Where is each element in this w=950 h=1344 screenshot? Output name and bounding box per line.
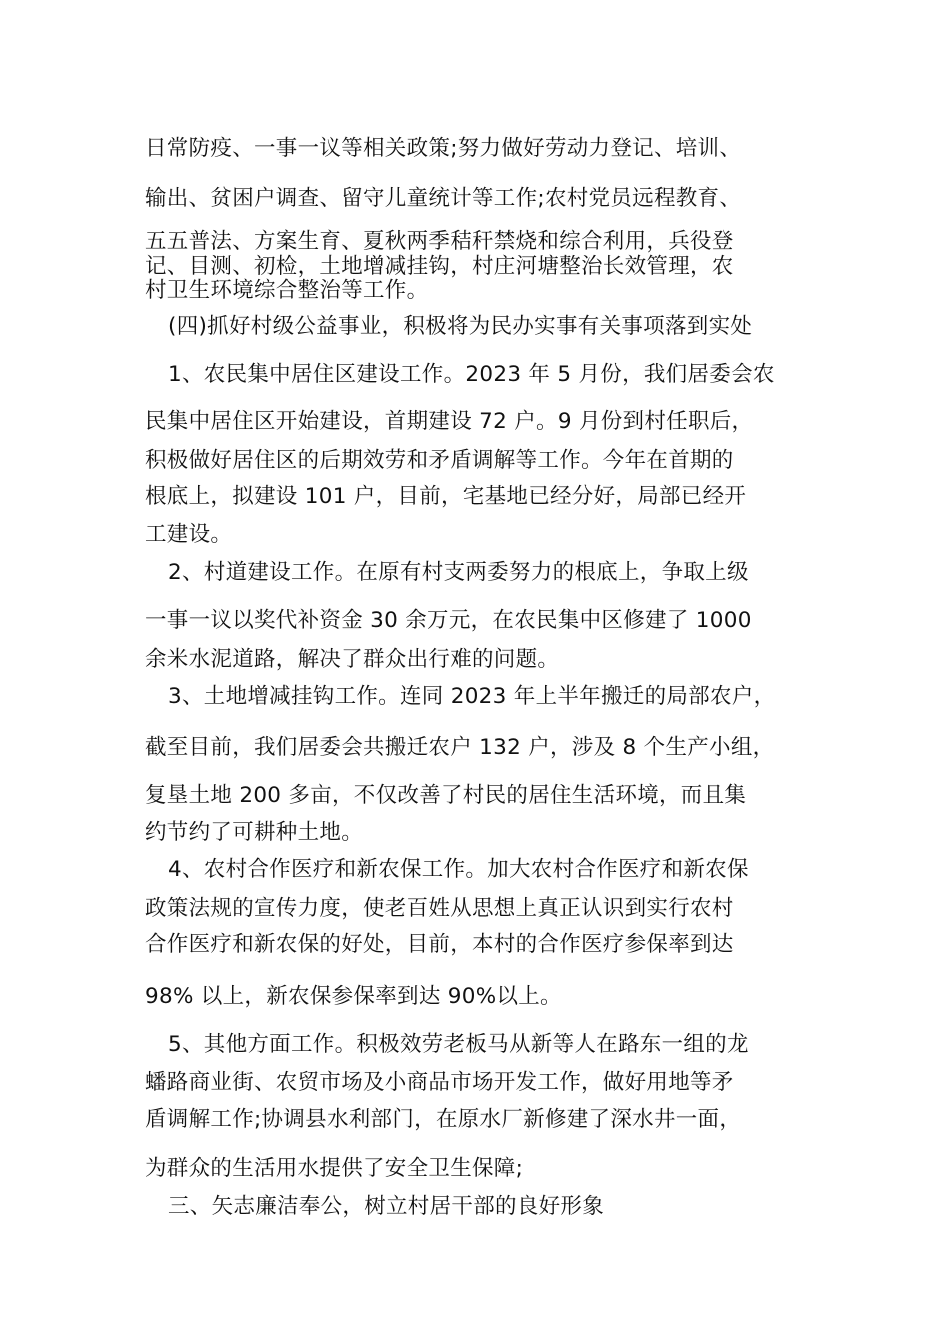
text-line: 1、农民集中居住区建设工作。2023 年 5 月份，我们居委会农 [168, 362, 775, 387]
text-line: 记、目测、初检，土地增减挂钩，村庄河塘整治长效管理，农 [145, 254, 734, 279]
text-line: 4、农村合作医疗和新农保工作。加大农村合作医疗和新农保 [168, 857, 749, 882]
text-line: 一事一议以奖代补资金 30 余万元，在农民集中区修建了 1000 [145, 608, 752, 633]
section-heading: 三、矢志廉洁奉公，树立村居干部的良好形象 [168, 1194, 605, 1219]
text-line: 五五普法、方案生育、夏秋两季秸秆禁烧和综合利用，兵役登 [145, 229, 734, 254]
text-line: 盾调解工作;协调县水利部门，在原水厂新修建了深水井一面， [145, 1107, 742, 1132]
text-line: 5、其他方面工作。积极效劳老板马从新等人在路东一组的龙 [168, 1032, 749, 1057]
text-line: 98% 以上，新农保参保率到达 90%以上。 [145, 984, 562, 1009]
section-heading: (四)抓好村级公益事业，积极将为民办实事有关事项落到实处 [168, 314, 753, 339]
text-line: 复垦土地 200 多亩，不仅改善了村民的居住生活环境，而且集 [145, 783, 747, 808]
text-line: 日常防疫、一事一议等相关政策;努力做好劳动力登记、培训、 [145, 136, 742, 161]
text-line: 合作医疗和新农保的好处，目前，本村的合作医疗参保率到达 [145, 932, 734, 957]
text-line: 为群众的生活用水提供了安全卫生保障; [145, 1156, 524, 1181]
text-line: 截至目前，我们居委会共搬迁农户 132 户，涉及 8 个生产小组， [145, 735, 775, 760]
text-line: 政策法规的宣传力度，使老百姓从思想上真正认识到实行农村 [145, 896, 734, 921]
text-line: 民集中居住区开始建设，首期建设 72 户。9 月份到村任职后， [145, 409, 754, 434]
text-line: 村卫生环境综合整治等工作。 [145, 278, 429, 303]
text-line: 根底上，拟建设 101 户，目前，宅基地已经分好，局部已经开 [145, 484, 747, 509]
text-line: 2、村道建设工作。在原有村支两委努力的根底上，争取上级 [168, 560, 749, 585]
text-line: 蟠路商业街、农贸市场及小商品市场开发工作，做好用地等矛 [145, 1070, 734, 1095]
text-line: 余米水泥道路，解决了群众出行难的问题。 [145, 647, 560, 672]
text-line: 积极做好居住区的后期效劳和矛盾调解等工作。今年在首期的 [145, 448, 734, 473]
text-line: 约节约了可耕种土地。 [145, 820, 364, 845]
text-line: 输出、贫困户调查、留守儿童统计等工作;农村党员远程教育、 [145, 186, 742, 211]
text-line: 工建设。 [145, 522, 233, 547]
text-line: 3、土地增减挂钩工作。连同 2023 年上半年搬迁的局部农户， [168, 684, 776, 709]
